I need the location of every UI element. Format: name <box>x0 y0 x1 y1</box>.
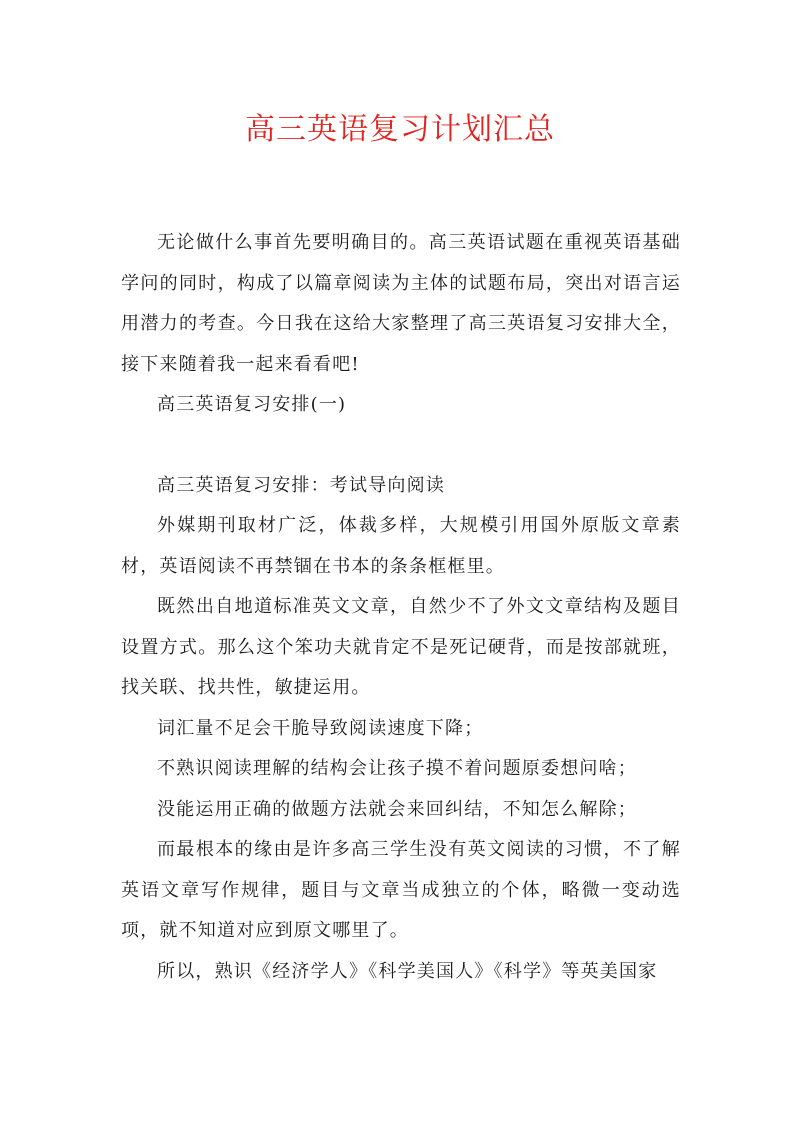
paragraph-media-sources: 外媒期刊取材广泛，体裁多样，大规模引用国外原版文章素材，英语阅读不再禁锢在书本的条条框框里。 <box>121 515 681 577</box>
paragraph-root-cause: 而最根本的缘由是许多高三学生没有英文阅读的习惯，不了解英语文章写作规律，题目与文章当成独立的个体，略微一变动选项，就不知道对应到原文哪里了。 <box>121 839 681 941</box>
intro-paragraph: 无论做什么事首先要明确目的。高三英语试题在重视英语基础学问的同时，构成了以篇章阅读为主体的试题布局，突出对语言运用潜力的考查。今日我在这给大家整理了高三英语复习安排大全，接下来随着我一起来看看吧! <box>121 232 681 375</box>
paragraph-vocabulary: 词汇量不足会干脆导致阅读速度下降； <box>157 717 484 739</box>
paragraph-method: 没能运用正确的做题方法就会来回纠结，不知怎么解除； <box>157 798 637 820</box>
paragraph-article-structure: 既然出自地道标准英文文章，自然少不了外文文章结构及题目设置方式。那么这个笨功夫就肯定不是死记硬背，而是按部就班，找关联、找共性，敏捷运用。 <box>121 596 681 698</box>
document-body <box>121 223 681 992</box>
section-heading: 高三英语复习安排(一) <box>157 394 347 415</box>
paragraph-conclusion: 所以，熟识《经济学人》《科学美国人》《科学》等英美国家 <box>157 960 658 982</box>
paragraph-structure-unfamiliar: 不熟识阅读理解的结构会让孩子摸不着问题原委想问啥； <box>157 758 637 779</box>
subsection-heading: 高三英语复习安排：考试导向阅读 <box>157 474 445 496</box>
document-title: 高三英语复习计划汇总 <box>245 112 555 147</box>
